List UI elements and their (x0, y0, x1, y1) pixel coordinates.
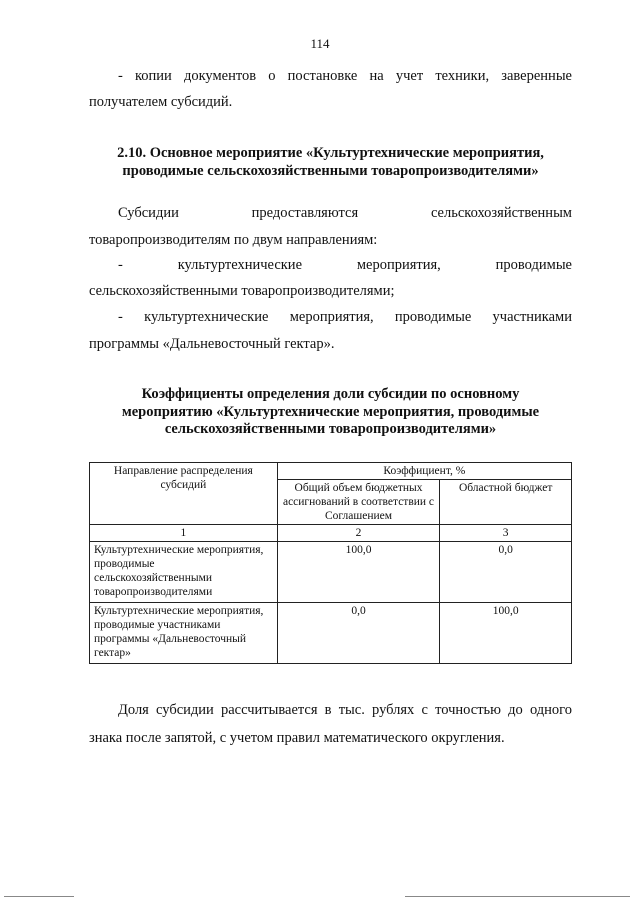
closing-line-1: Доля субсидии рассчитывается в тыс. рублях с точностью до одного (118, 702, 572, 718)
column-number: 3 (440, 525, 572, 542)
section-title-line-2: проводимые сельскохозяйственными товаропроизводителями» (122, 163, 539, 179)
intro-line-2: получателем субсидий. (89, 94, 233, 110)
row-direction: Культуртехнические мероприятия, проводимые сельскохозяйственными товаропроизводителями (90, 542, 278, 603)
page-number: 114 (310, 36, 330, 51)
header-direction: Направление распределения субсидий (90, 463, 278, 525)
row-regional-value: 100,0 (440, 603, 572, 664)
header-coefficient: Коэффициент, % (277, 463, 571, 480)
column-number: 2 (277, 525, 440, 542)
header-regional-budget: Областной бюджет (440, 480, 572, 525)
section-title-line-1: 2.10. Основное мероприятие «Культуртехнические мероприятия, (117, 145, 544, 161)
bullet-1-line-2: сельскохозяйственными товаропроизводителями; (89, 283, 395, 299)
footer-rule (405, 896, 630, 897)
paragraph-1-line-2: товаропроизводителям по двум направлениям: (89, 232, 378, 248)
row-total-value: 100,0 (277, 542, 440, 603)
bullet-1-line-1: - культуртехнические мероприятия, проводимые (118, 257, 572, 273)
table-row (90, 542, 572, 603)
table-title-line-1: Коэффициенты определения доли субсидии по основному (141, 386, 520, 402)
paragraph-1-line-1: Субсидии предоставляются сельскохозяйственным (118, 205, 572, 221)
footer-rule (4, 896, 74, 897)
coefficients-table (89, 462, 572, 664)
header-total-budget: Общий объем бюджетных ассигнований в соответствии с Соглашением (277, 480, 440, 525)
row-total-value: 0,0 (277, 603, 440, 664)
row-direction: Культуртехнические мероприятия, проводимые участниками программы «Дальневосточный гектар» (90, 603, 278, 664)
column-number: 1 (90, 525, 278, 542)
closing-line-2: знака после запятой, с учетом правил математического округления. (89, 730, 505, 746)
table-title-line-2: мероприятию «Культуртехнические мероприятия, проводимые (121, 404, 540, 420)
row-regional-value: 0,0 (440, 542, 572, 603)
table-row (90, 603, 572, 664)
intro-line-1: - копии документов о постановке на учет техники, заверенные (118, 68, 572, 84)
table-title-line-3: сельскохозяйственными товаропроизводителями» (164, 421, 497, 437)
bullet-2-line-2: программы «Дальневосточный гектар». (89, 336, 335, 352)
bullet-2-line-1: - культуртехнические мероприятия, проводимые участниками (118, 309, 572, 325)
